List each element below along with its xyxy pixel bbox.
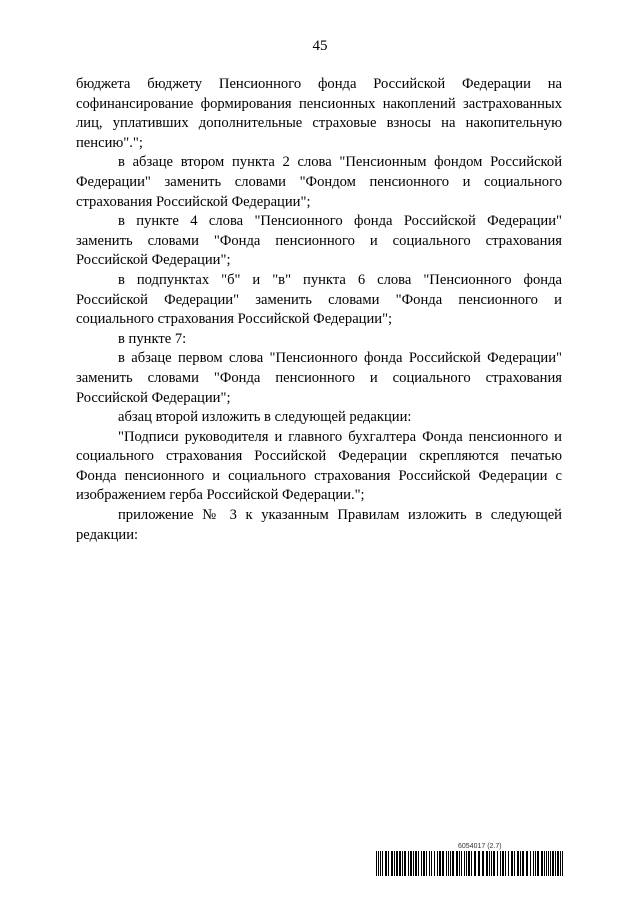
document-code: 6054017 (2.7) xyxy=(458,843,502,850)
paragraph: бюджета бюджету Пенсионного фонда Российской Федерации на софинансирование формирования пенсионных накоплений застрахованных лиц, уплативших дополнительные страховые взносы на накопительную пенсию"."; xyxy=(76,76,562,151)
paragraph: абзац второй изложить в следующей редакции: xyxy=(118,409,412,426)
paragraph: в пункте 4 слова "Пенсионного фонда Российской Федерации" заменить словами "Фонда пенсионного и социального страхования Российской Федерации"; xyxy=(76,213,562,269)
paragraph: в абзаце втором пункта 2 слова "Пенсионным фондом Российской Федерации" заменить словами "Фондом пенсионного и социального страхования Российской Федерации"; xyxy=(76,154,562,210)
paragraph: в абзаце первом слова "Пенсионного фонда Российской Федерации" заменить словами "Фонда пенсионного и социального страхования Российской Федерации"; xyxy=(76,350,562,406)
page-number: 45 xyxy=(312,38,328,54)
paragraph: приложение № 3 к указанным Правилам изложить в следующей редакции: xyxy=(76,507,562,543)
document-body xyxy=(76,75,562,545)
paragraph: в пункте 7: xyxy=(118,330,187,347)
barcode xyxy=(376,851,563,876)
paragraph: в подпунктах "б" и "в" пункта 6 слова "Пенсионного фонда Российской Федерации" заменить словами "Фонда пенсионного и социального страхования Российской Федерации"; xyxy=(76,271,562,328)
paragraph: "Подписи руководителя и главного бухгалтера Фонда пенсионного и социального страхования Российской Федерации скрепляются печатью Фонда пенсионного и социального страхования Российской Федерации с изображением герба Российской Федерации."; xyxy=(76,428,562,504)
